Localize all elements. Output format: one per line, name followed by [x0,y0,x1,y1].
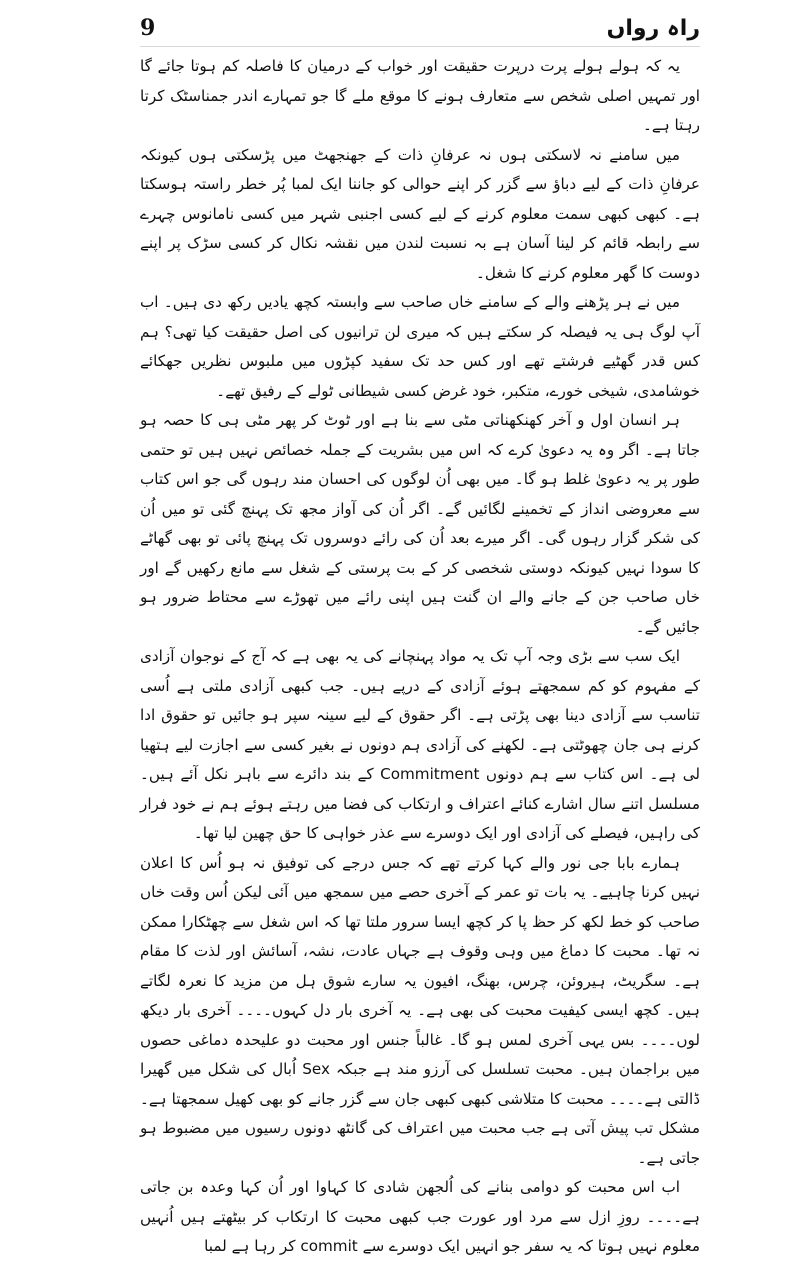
page-header [140,10,700,47]
paragraph-3: میں نے ہر پڑھنے والے کے سامنے خاں صاحب سے وابستہ کچھ یادیں رکھ دی ہیں۔ اب آپ لوگ ہی یہ فیصلہ کر سکتے ہیں کہ میری لن ترانیوں کی اصل حقیقت کیا تھی؟ ہم کس قدر گھٹیے فرشتے تھے اور کس حد تک سفید کپڑوں میں ملبوس نظریں جھکائے خوشامدی، شیخی خورے، متکبر، خود غرض کسی شیطانی ٹولے کے رفیق تھے۔ [140,293,700,400]
paragraph-4: ہر انسان اول و آخر کھنکھناتی مٹی سے بنا ہے اور ٹوٹ کر پھر مٹی ہی کا حصہ ہو جاتا ہے۔ اگر وہ یہ دعویٰ کرے کہ اس میں بشریت کے جملہ خصائص نہیں ہیں تو حتمی طور پر یہ دعویٰ غلط ہو گا۔ میں بھی اُن لوگوں کی احسان مند رہوں گی جو اس کتاب سے معروضی انداز کے تخمینے لگائیں گے۔ اگر اُن کی آواز مجھ تک پہنچ گئی تو میں اُن کی شکر گزار رہوں گی۔ اگر میرے بعد اُن کی رائے دوسروں تک پہنچ پائی تو بھی گھاٹے کا سودا نہیں کیونکہ دوستی شخصی کر کے بت پرستی کے شغل سے مانع رکھیں گے اور خاں صاحب جن کے جانے والے ان گنت ہیں اپنی رائے میں تھوڑے سے محتاط ضرور ہو جائیں گے۔ [140,411,700,636]
paragraph-5: ایک سب سے بڑی وجہ آپ تک یہ مواد پہنچانے کی یہ بھی ہے کہ آج کے نوجوان آزادی کے مفہوم کو کم سمجھتے ہوئے آزادی کے درپے ہیں۔ جب کبھی آزادی ملتی ہے اُسی تناسب سے آزادی دینا بھی پڑتی ہے۔ اگر حقوق کے لیے سینہ سپر ہو جائیں تو حقوق ادا کرنے ہی جان چھوٹتی ہے۔ لکھنے کی آزادی ہم دونوں نے بغیر کسی سے اجازت لیے ہتھیا لی ہے۔ اس کتاب سے ہم دونوں Commitment کے بند دائرے سے باہر نکل آئے ہیں۔ مسلسل اتنے سال اشارے کنائے اعتراف و ارتکاب کی فضا میں رہتے ہوئے ہم نے خود فرار کی راہیں، فیصلے کی آزادی اور ایک دوسرے سے عذر خواہی کا حق چھین لیا تھا۔ [140,647,701,842]
running-head: راہ رواں [606,15,700,41]
paragraph-2: میں سامنے نہ لاسکتی ہوں نہ عرفانِ ذات کے جھنجھٹ میں پڑسکتی ہوں کیونکہ عرفانِ ذات کے لیے دباؤ سے گزر کر اپنے حوالی کو جاننا ایک لمبا پُر خطر راستہ ہوسکتا ہے۔ کبھی کبھی سمت معلوم کرنے کے لیے کسی اجنبی شہر میں کسی نامانوس چہرے سے رابطہ قائم کر لینا آسان ہے بہ نسبت لندن میں نقشہ نکال کر کسی سڑک پر اپنے دوست کا گھر معلوم کرنے کا شغل۔ [140,145,700,282]
paragraph-6: ہمارے بابا جی نور والے کہا کرتے تھے کہ جس درجے کی توفیق نہ ہو اُس کا اعلان نہیں کرنا چاہیے۔ یہ بات تو عمر کے آخری حصے میں سمجھ میں آئی لیکن اُس وقت خاں صاحب کو خط لکھ کر حظ پا کر کچھ ایسا سرور ملتا تھا کہ اس شغل سے چھٹکارا ممکن نہ تھا۔ محبت کا دماغ میں وہی وقوف ہے جہاں عادت، نشہ، آسائش اور لذت کا مقام ہے۔ سگریٹ، ہیروئن، چرس، بھنگ، افیون یہ سارے شوق ہل من مزید کا نعرہ لگاتے ہیں۔ کچھ ایسی کیفیت محبت کی بھی ہے۔ یہ آخری بار دل کہوں۔۔۔۔ آخری بار دیکھ لوں۔۔۔۔ بس یہی آخری لمس ہو گا۔ غالباً جنس اور محبت دو علیحدہ دماغی حصوں میں براجمان ہیں۔ محبت تسلسل کی آرزو مند ہے جبکہ Sex اُبال کی شکل میں گھیرا ڈالتی ہے۔۔۔۔ محبت کا متلاشی کبھی کبھی جان سے گزر جانے کو بھی کھیل سمجھتا ہے۔ مشکل تب پیش آتی ہے جب محبت میں اعتراف کی گانٹھ دونوں رسیوں میں مضبوط ہو جاتی ہے۔ [140,853,700,1167]
page-number: 9 [140,15,156,41]
paragraph-7: اب اس محبت کو دوامی بنانے کی اُلجھن شادی کا کہاوا اور اُن کہا وعدہ بن جاتی ہے۔۔۔۔ روزِ ازل سے مرد اور عورت جب کبھی محبت کا ارتکاب کر بیٹھتے ہیں اُنہیں معلوم نہیں ہوتا کہ یہ سفر جو انہیں ایک دوسرے سے commit کر رہا ہے لمبا [140,1178,700,1255]
page-body [140,52,701,1255]
paragraph-1: یہ کہ ہولے ہولے پرت درپرت حقیقت اور خواب کے درمیان کا فاصلہ کم ہوتا جائے گا اور تمہیں اصلی شخص سے متعارف ہونے کا موقع ملے گا جو تمہارے اندر جمناسٹک کرتا رہتا ہے۔ [140,57,700,134]
